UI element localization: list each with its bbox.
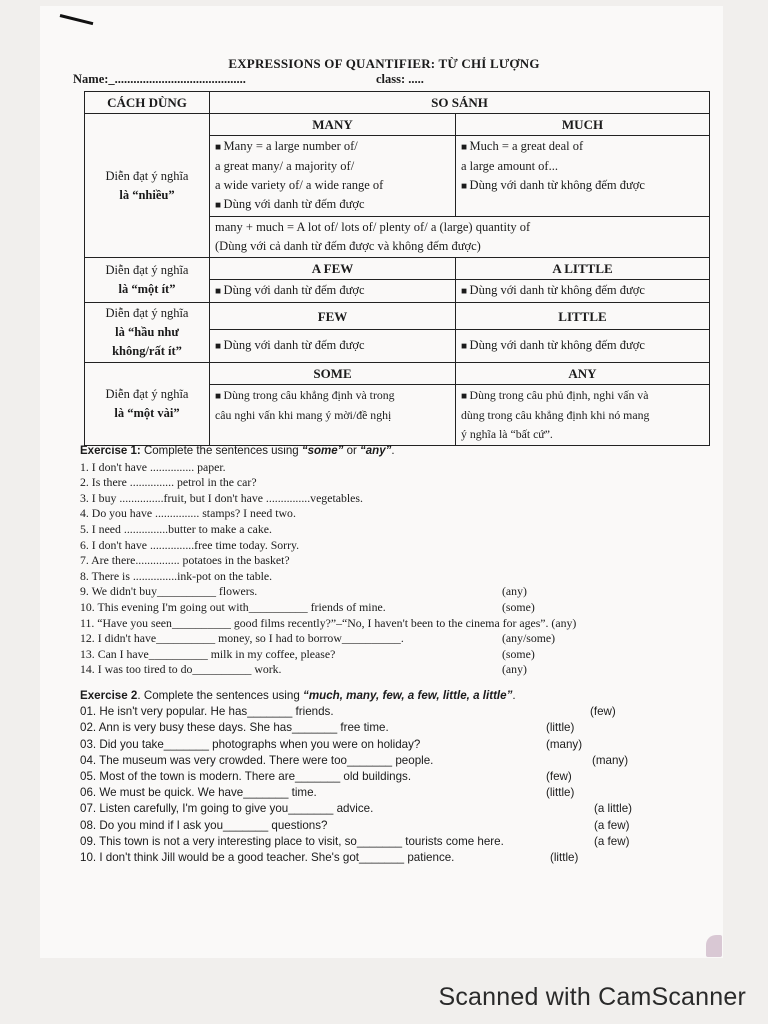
exercise-item-hint: (a little) [594,802,633,816]
exercise-item-hint: (few) [546,769,572,783]
exercise-item-text: 08. Do you mind if I ask you_______ questions? [80,818,328,832]
exercise-item-text: 12. I didn't have__________ money, so I had to borrow__________. [80,631,404,646]
exercise-item [80,553,720,569]
usage-text: Diễn đạt ý nghĩa [105,168,189,183]
exercise-item-hint: (any) [502,584,527,599]
exercise-item-hint: (few) [590,705,616,719]
exercise-item-hint: (any) [502,662,527,677]
exercise-item-text: 05. Most of the town is modern. There are_______ old buildings. [80,769,412,783]
exercise-item-text: 8. There is ...............ink-pot on the table. [80,568,273,583]
exercise-item-hint: (little) [546,786,575,800]
exercise-item-text: 4. Do you have ............... stamps? I need two. [80,506,296,521]
some-header: SOME [210,363,456,385]
exercise-item-text: 09. This town is not a very interesting place to visit, so_______ tourists come here. [80,834,504,848]
little-cell: ■ Dùng với danh từ không đếm được [456,330,710,363]
usage-text: Diễn đạt ý nghĩa [105,306,189,320]
exercise-item-hint: (a few) [594,834,630,848]
exercise-item [80,818,730,834]
exercise-item [80,753,730,769]
table-row [85,258,710,280]
few-cell: ■ Dùng với danh từ đếm được [210,330,456,363]
little-header: LITTLE [456,303,710,330]
any-cell [456,385,710,446]
much-line-1: ■ Much = a great deal of [461,139,584,153]
usage-cell-some [85,363,210,446]
class-field: class: ..... [376,72,424,86]
exercise-item-text: 9. We didn't buy__________ flowers. [80,584,258,599]
exercise-item-hint: (little) [550,850,579,864]
exercise-item-text: 04. The museum was very crowded. There were too_______ people. [80,753,434,767]
page-fold-corner [706,935,722,957]
exercise-item-text: 13. Can I have__________ milk in my coffee, please? [80,646,336,661]
much-line-3: ■ Dùng với danh từ không đếm được [461,178,645,192]
usage-meaning: là “nhiều” [119,187,175,202]
usage-meaning: là “một vài” [114,406,180,420]
few-header: FEW [210,303,456,330]
some-line-1: ■ Dùng trong câu khẳng định và trong [215,388,395,402]
exercise-item-text: 7. Are there............... potatoes in the basket? [80,553,290,568]
table-header-row [85,92,710,114]
usage-meaning: là “một ít” [118,282,176,296]
header-compare: SO SÁNH [210,92,710,114]
exercise-item [80,720,730,736]
exercise-item [80,569,720,585]
exercise-item [80,850,730,866]
any-line-2: dùng trong câu khẳng định khi nó mang [461,408,650,422]
exercise-item [80,538,720,554]
exercise-item [80,460,720,476]
exercise-item [80,801,730,817]
much-header: MUCH [456,114,710,136]
usage-text: Diễn đạt ý nghĩa [105,387,189,401]
exercise-1 [80,444,720,678]
exercise-item [80,522,720,538]
exercise-item-text: 5. I need ...............butter to make a cake. [80,521,272,536]
exercise-item [80,769,730,785]
header-usage: CÁCH DÙNG [85,92,210,114]
exercise-1-heading: Exercise 1: Complete the sentences using “some” or “any”. [80,445,395,457]
lot-line: many + much = A lot of/ lots of/ plenty of/ a (large) quantity of [215,220,531,234]
some-line-2: câu nghi vấn khi mang ý mời/đề nghị [215,408,392,422]
usage-cell-afew [85,258,210,303]
exercise-2-list [80,704,730,866]
exercise-item-hint: (some) [502,646,535,661]
exercise-item [80,616,720,632]
much-line-2: a large amount of... [461,159,558,173]
some-cell [210,385,456,446]
exercise-item-text: 10. I don't think Jill would be a good teacher. She's got_______ patience. [80,850,455,864]
exercise-item [80,506,720,522]
camscanner-watermark: Scanned with CamScanner [438,983,746,1011]
usage-cell-many [85,114,210,258]
any-line-1: ■ Dùng trong câu phủ định, nghi vấn và [461,388,649,402]
usage-text: Diễn đạt ý nghĩa [105,263,189,277]
many-line-2: a great many/ a majority of/ [215,159,355,173]
exercise-item-text: 3. I buy ...............fruit, but I don't have ...............vegetables. [80,490,363,505]
table-row [85,303,710,330]
table-row [85,363,710,385]
exercise-2-heading: Exercise 2. Complete the sentences using “much, many, few, a few, little, a little”. [80,689,516,702]
exercise-item-hint: (many) [546,737,583,751]
exercise-item-text: 11. “Have you seen__________ good films recently?”–“No, I haven't been to the cinema for ages”. (any) [80,615,577,630]
exercise-item-text: 06. We must be quick. We have_______ time. [80,786,317,800]
exercise-item [80,704,730,720]
name-field: Name:_.......................................... [73,72,246,86]
any-header: ANY [456,363,710,385]
exercise-item [80,785,730,801]
exercise-item-text: 14. I was too tired to do__________ work. [80,662,282,677]
exercise-item-hint: (little) [546,721,575,735]
exercise-item-text: 6. I don't have ...............free time today. Sorry. [80,537,300,552]
exercise-item-hint: (any/some) [502,631,556,646]
page-title: EXPRESSIONS OF QUANTIFIER: TỪ CHỈ LƯỢNG [228,56,540,71]
exercise-item [80,737,730,753]
afew-cell: ■ Dùng với danh từ đếm được [210,280,456,303]
exercise-item-text: 1. I don't have ............... paper. [80,459,226,474]
exercise-item [80,834,730,850]
exercise-item-text: 02. Ann is very busy these days. She has_______ free time. [80,721,389,735]
usage-meaning: là “hầu như [115,325,179,339]
exercise-item [80,491,720,507]
exercise-item [80,631,720,647]
alittle-cell: ■ Dùng với danh từ không đếm được [456,280,710,303]
usage-cell-few [85,303,210,363]
any-line-3: ý nghĩa là “bất cứ”. [461,427,553,441]
exercise-item [80,584,720,600]
much-cell [456,136,710,217]
exercise-item-text: 2. Is there ............... petrol in the car? [80,475,257,490]
exercise-item-hint: (a few) [594,818,630,832]
quantifier-table [84,91,710,446]
exercise-item [80,647,720,663]
lot-cell [210,217,710,258]
exercise-item-hint: (some) [502,599,535,614]
lot-note: (Dùng với cả danh từ đếm được và không đếm được) [215,239,481,253]
alittle-header: A LITTLE [456,258,710,280]
exercise-item [80,475,720,491]
many-line-1: ■ Many = a large number of/ [215,139,358,153]
many-cell [210,136,456,217]
afew-header: A FEW [210,258,456,280]
exercise-item [80,662,720,678]
many-header: MANY [210,114,456,136]
exercise-item-text: 03. Did you take_______ photographs when you were on holiday? [80,737,421,751]
exercise-item-hint: (many) [592,753,629,767]
exercise-1-list [80,460,720,678]
exercise-2 [80,688,730,866]
many-line-4: ■ Dùng với danh từ đếm được [215,197,365,211]
usage-meaning-2: không/rất ít” [112,344,182,358]
exercise-item-text: 10. This evening I'm going out with__________ friends of mine. [80,599,386,614]
table-row [85,114,710,136]
exercise-item [80,600,720,616]
exercise-item-text: 07. Listen carefully, I'm going to give you_______ advice. [80,802,374,816]
exercise-item-text: 01. He isn't very popular. He has_______ friends. [80,705,334,719]
many-line-3: a wide variety of/ a wide range of [215,178,384,192]
